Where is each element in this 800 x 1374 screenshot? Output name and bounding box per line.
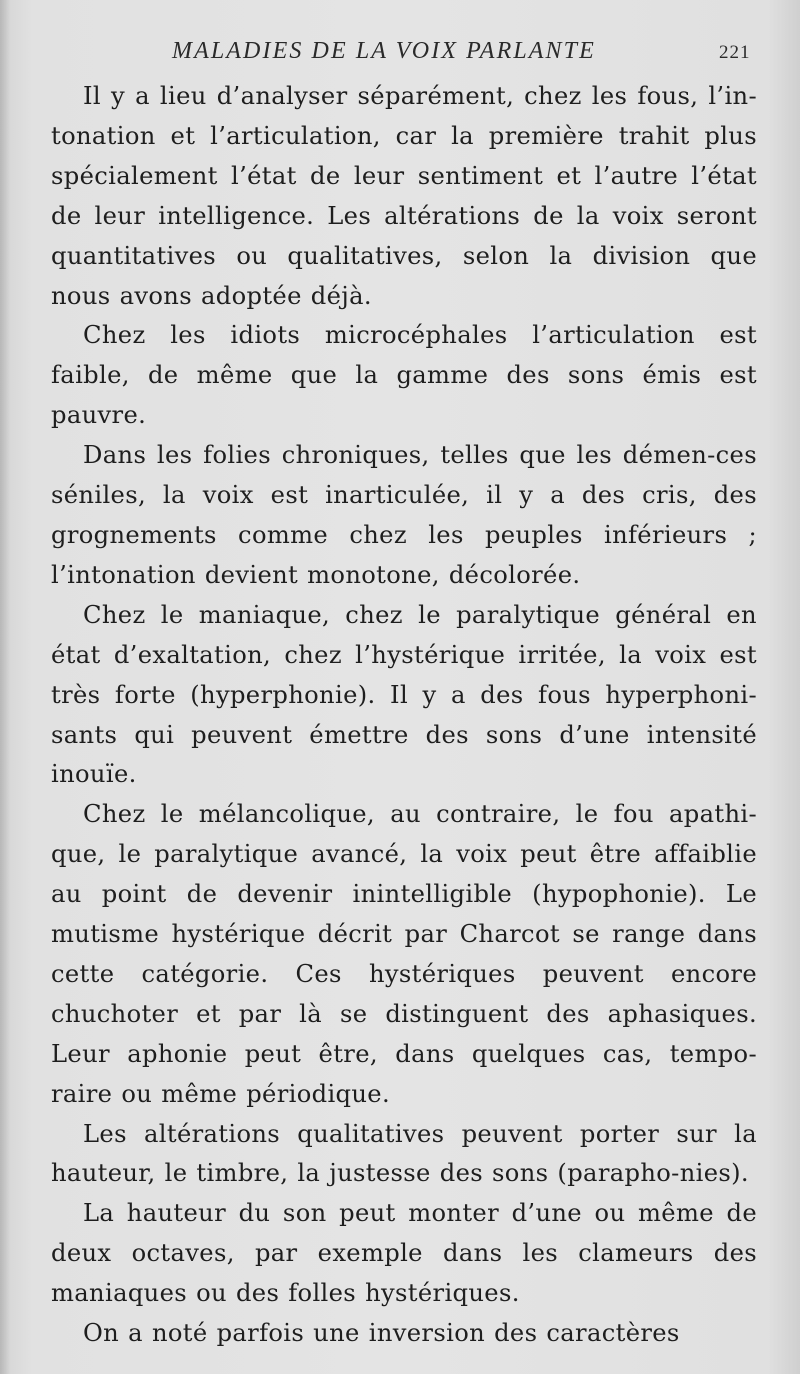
paragraph: On a noté parfois une inversion des caractères xyxy=(83,1319,680,1348)
running-title: MALADIES DE LA VOIX PARLANTE xyxy=(172,38,596,64)
paragraph: Il y a lieu d’analyser séparément, chez les fous, l’in-tonation et l’articulation, car la première trahit plus spécialement l’état de leur sentiment et l’autre l’état de leur intelligence. Les altérations de la voix seront quantitatives ou qualitatives, selon la division que nous avons adoptée déjà. xyxy=(51,82,757,310)
page-number: 221 xyxy=(719,42,751,63)
paragraph: Dans les folies chroniques, telles que les démen-ces séniles, la voix est inarticulée, il y a des cris, des grognements comme chez les peuples inférieurs ; l’intonation devient monotone, décolorée. xyxy=(51,441,757,589)
paragraph: Chez le maniaque, chez le paralytique général en état d’exaltation, chez l’hystérique irritée, la voix est très forte (hyperphonie). Il y a des fous hyperphoni-sants qui peuvent émettre des sons d’une intensité inouïe. xyxy=(51,600,757,789)
paragraph: La hauteur du son peut monter d’une ou même de deux octaves, par exemple dans les clameurs des maniaques ou des folles hystériques. xyxy=(51,1199,757,1308)
body-text xyxy=(51,77,757,1354)
page-header xyxy=(0,38,800,68)
paragraph: Chez les idiots microcéphales l’articulation est faible, de même que la gamme des sons émis est pauvre. xyxy=(51,321,757,430)
paragraph: Les altérations qualitatives peuvent porter sur la hauteur, le timbre, la justesse des sons (parapho-nies). xyxy=(51,1119,757,1188)
paragraph: Chez le mélancolique, au contraire, le fou apathi-que, le paralytique avancé, la voix peut être affaiblie au point de devenir inintelligible (hypophonie). Le mutisme hystérique décrit par Charcot se range dans cette catégorie. Ces hystériques peuvent encore chuchoter et par là se distinguent des aphasiques. Leur aphonie peut être, dans quelques cas, tempo-raire ou même périodique. xyxy=(51,800,757,1108)
page-edge-shadow xyxy=(0,0,10,1374)
